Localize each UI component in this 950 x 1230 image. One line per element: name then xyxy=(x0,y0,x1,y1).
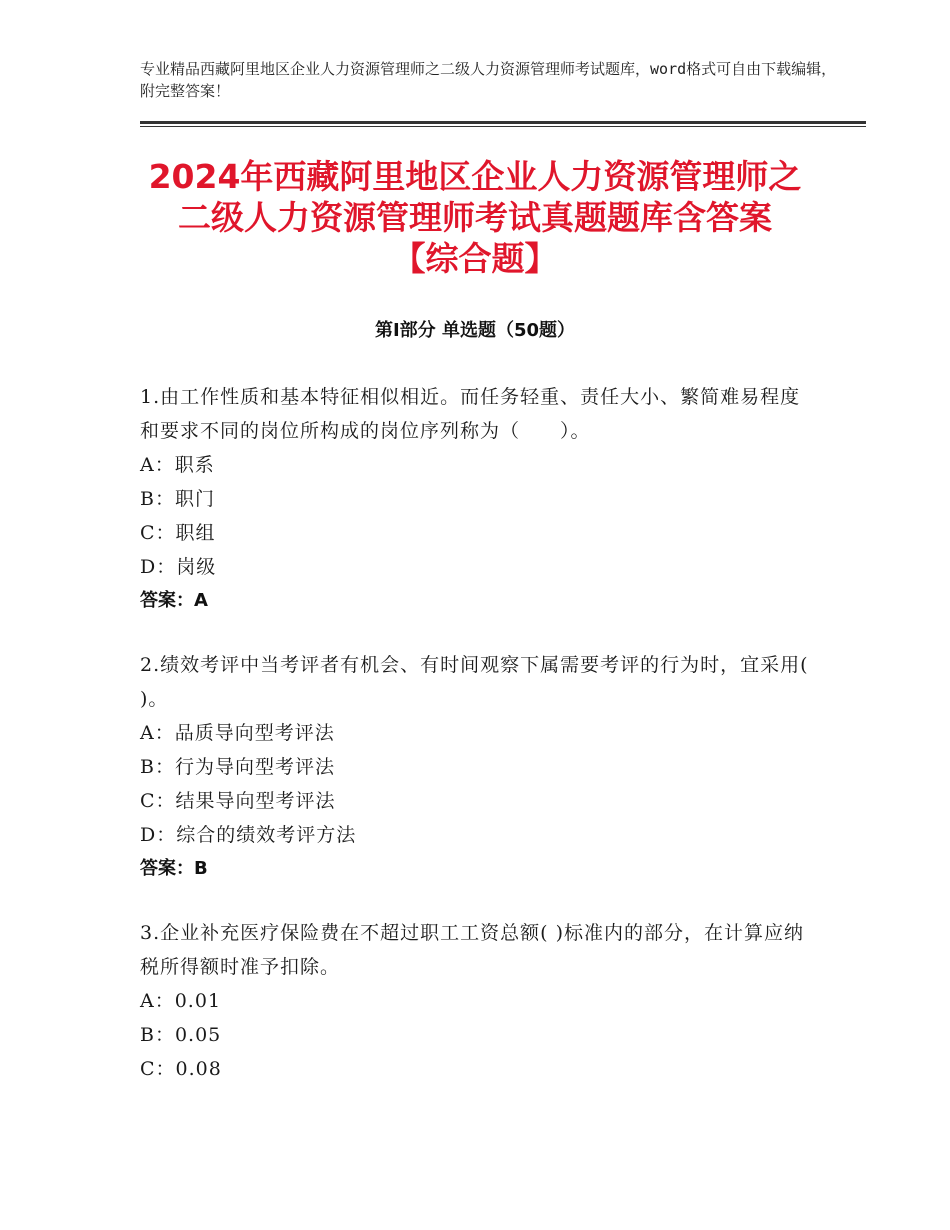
option-b: B：0.05 xyxy=(140,1024,222,1046)
question-1 xyxy=(140,380,820,618)
option-d: D：岗级 xyxy=(140,556,217,578)
option-b: B：行为导向型考评法 xyxy=(140,756,335,778)
answer: 答案：B xyxy=(140,858,208,879)
header-rule-thick xyxy=(140,121,866,124)
option-b: B：职门 xyxy=(140,488,215,510)
question-stem: 2.绩效考评中当考评者有机会、有时间观察下属需要考评的行为时，宜采用( )。 xyxy=(140,654,809,710)
title-line-3: 【综合题】 xyxy=(392,239,558,278)
question-list xyxy=(140,380,820,1116)
option-c: C：结果导向型考评法 xyxy=(140,790,336,812)
option-a: A：0.01 xyxy=(140,990,222,1012)
section-title: 第Ⅰ部分 单选题（50题） xyxy=(374,320,575,341)
option-c: C：0.08 xyxy=(140,1058,222,1080)
option-d: D：综合的绩效考评方法 xyxy=(140,824,357,846)
question-2 xyxy=(140,648,820,886)
question-3 xyxy=(140,916,820,1086)
question-stem: 3.企业补充医疗保险费在不超过职工工资总额( )标准内的部分，在计算应纳税所得额时准予扣除。 xyxy=(140,922,804,978)
document-title xyxy=(120,156,830,279)
answer: 答案：A xyxy=(140,590,208,611)
title-line-2: 二级人力资源管理师考试真题题库含答案 xyxy=(178,198,772,237)
question-stem: 1.由工作性质和基本特征相似相近。而任务轻重、责任大小、繁简难易程度和要求不同的岗位所构成的岗位序列称为（ ）。 xyxy=(140,386,801,442)
title-line-1: 2024年西藏阿里地区企业人力资源管理师之 xyxy=(148,157,802,196)
option-a: A：品质导向型考评法 xyxy=(140,722,335,744)
option-a: A：职系 xyxy=(140,454,215,476)
header-note: 专业精品西藏阿里地区企业人力资源管理师之二级人力资源管理师考试题库，word格式可自由下载编辑，附完整答案！ xyxy=(140,60,837,100)
option-c: C：职组 xyxy=(140,522,216,544)
header-rule-thin xyxy=(140,126,866,127)
